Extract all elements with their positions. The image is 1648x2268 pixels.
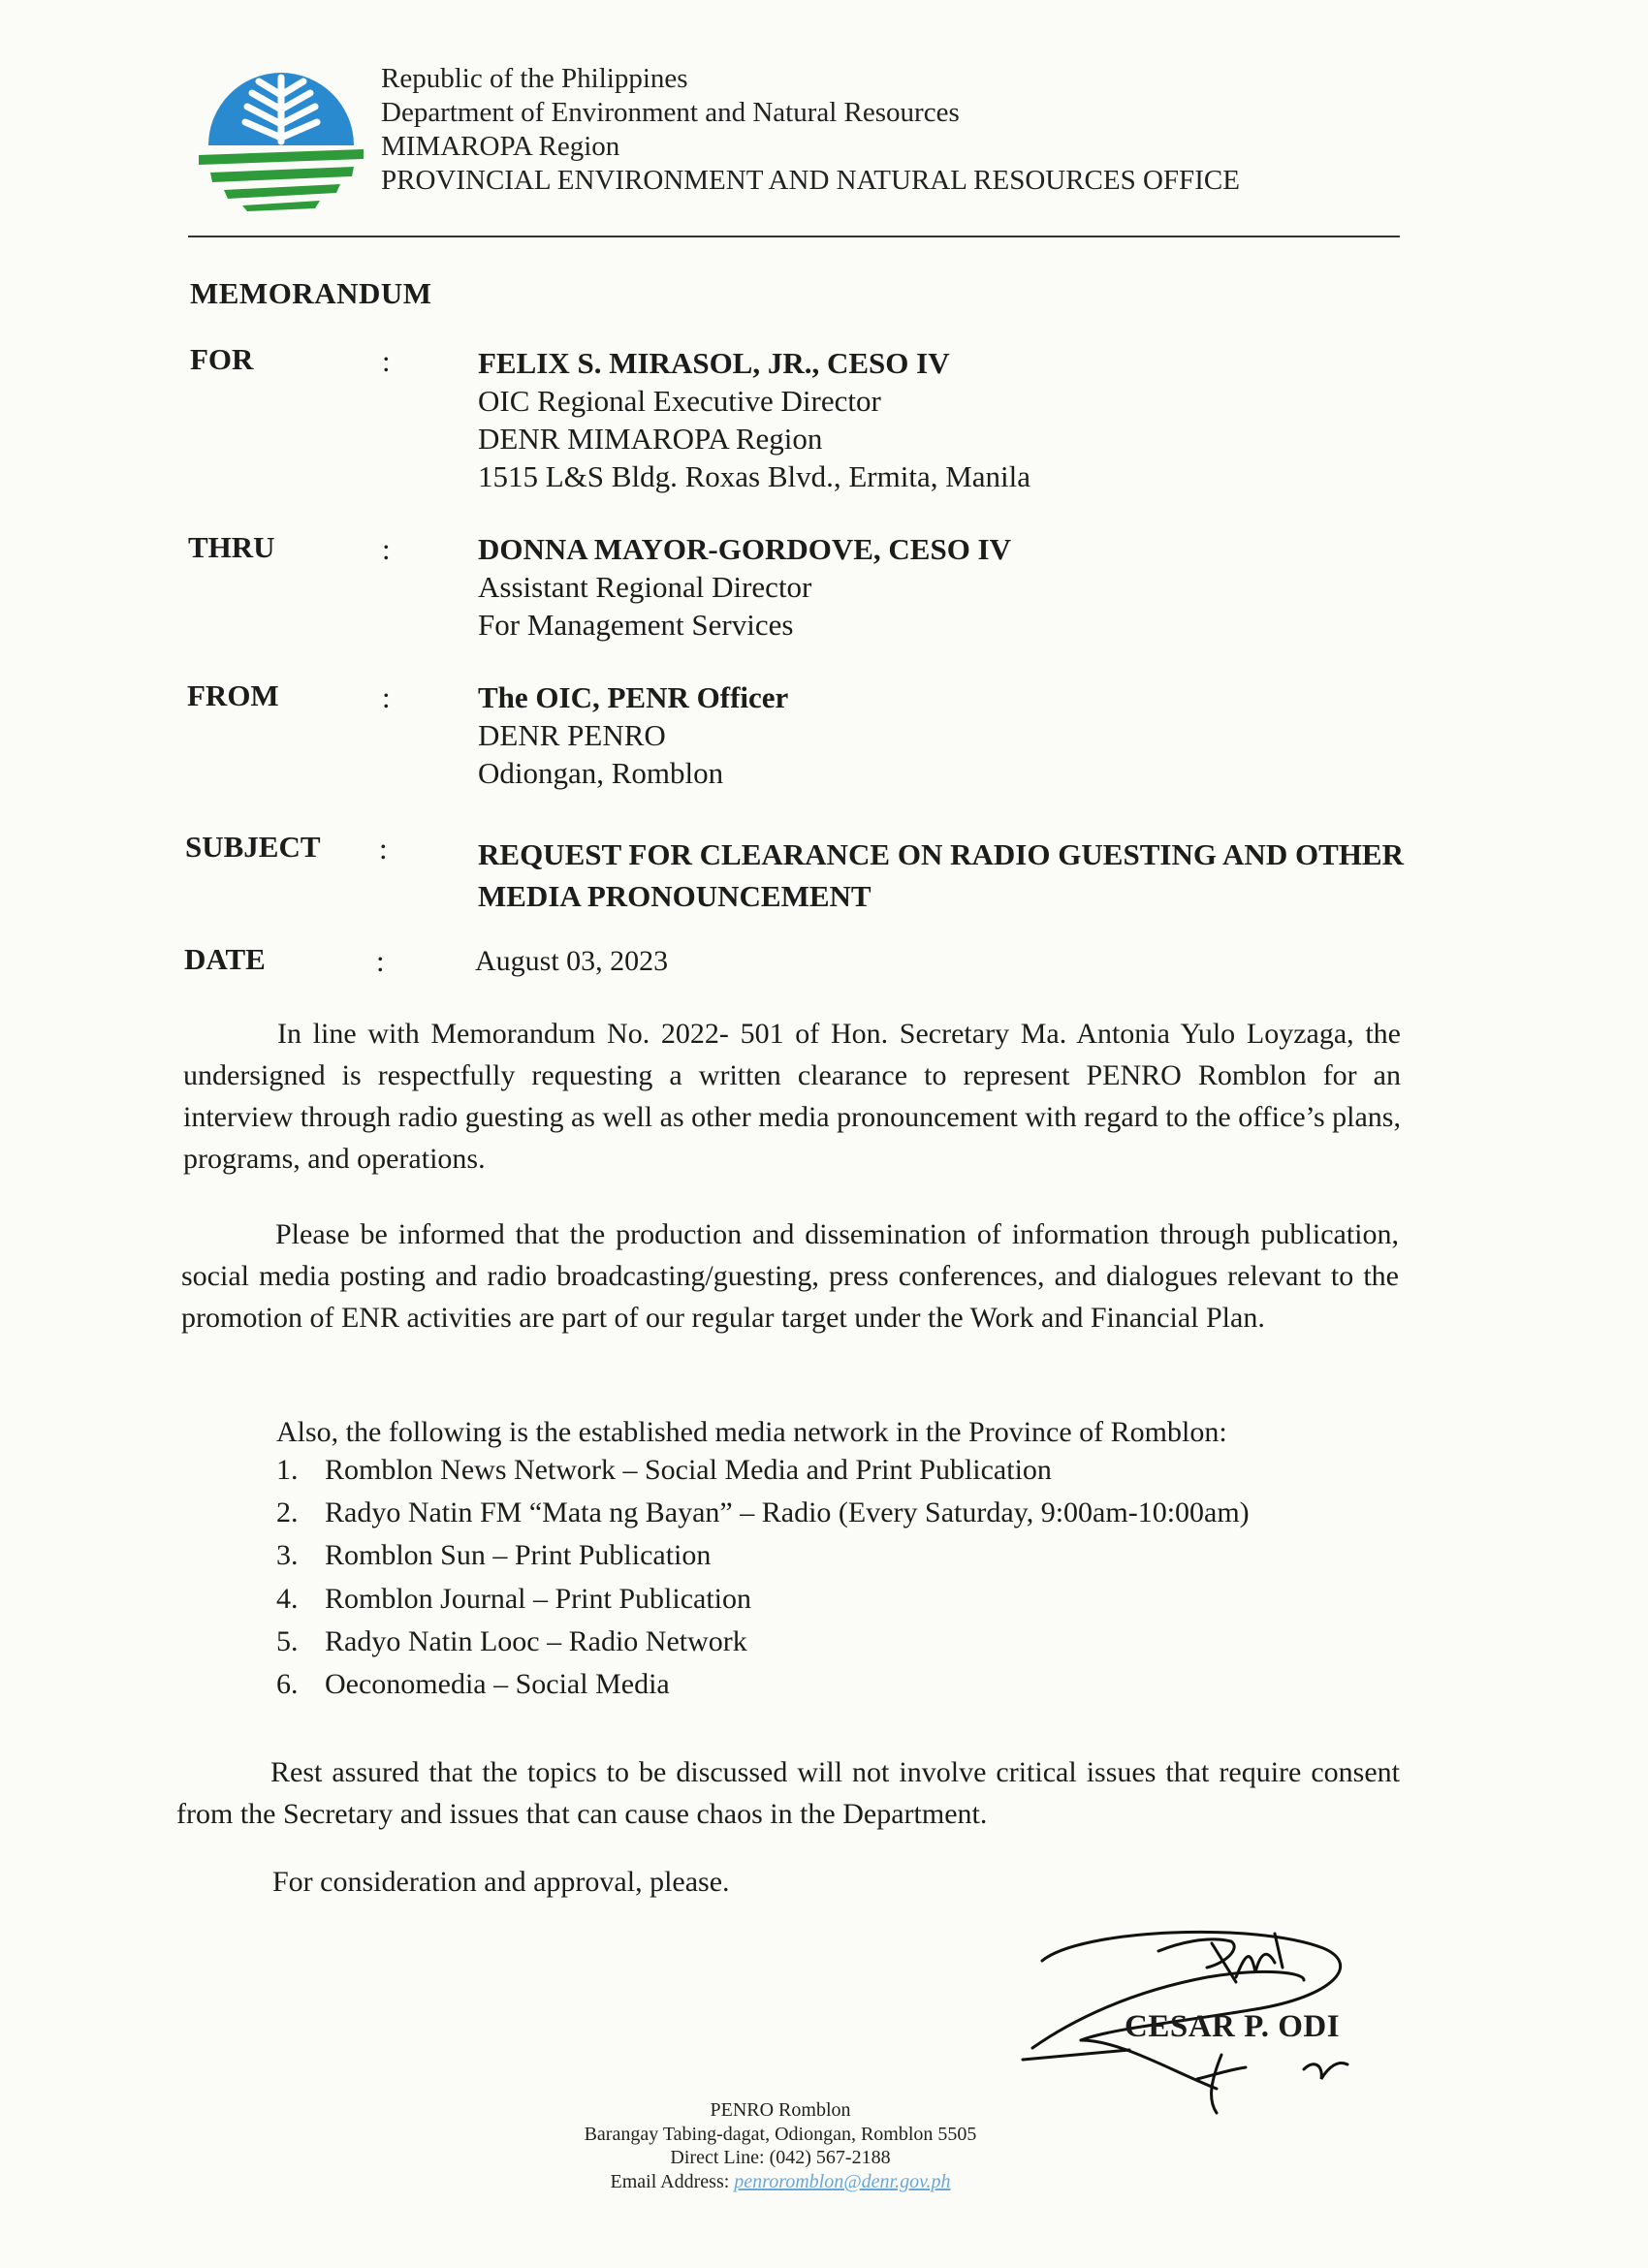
memo-title: MEMORANDUM <box>190 276 432 310</box>
list-item: 1. Romblon News Network – Social Media and Print Publication <box>276 1454 1052 1486</box>
list-item: 4. Romblon Journal – Print Publication <box>276 1582 751 1615</box>
header-divider <box>188 236 1400 237</box>
for-block <box>478 344 1030 495</box>
list-item: 2. Radyo Natin FM “Mata ng Bayan” – Radio (Every Saturday, 9:00am-10:00am) <box>276 1496 1250 1529</box>
footer-address: Barangay Tabing-dagat, Odiongan, Romblon 5505 <box>584 2123 977 2145</box>
letterhead-line-republic: Republic of the Philippines <box>381 63 688 94</box>
from-office: DENR PENRO <box>478 718 666 752</box>
from-name: The OIC, PENR Officer <box>478 680 789 714</box>
for-name: FELIX S. MIRASOL, JR., CESO IV <box>478 346 950 380</box>
signatory-name: CESAR P. ODI <box>1125 2009 1341 2044</box>
letterhead <box>381 62 1240 198</box>
subject-colon: : <box>379 832 388 866</box>
letterhead-line-office: PROVINCIAL ENVIRONMENT AND NATURAL RESOURCES OFFICE <box>381 165 1240 196</box>
footer-phone: Direct Line: (042) 567-2188 <box>670 2147 891 2168</box>
for-position: OIC Regional Executive Director <box>478 384 881 418</box>
paragraph-5: For consideration and approval, please. <box>272 1866 730 1898</box>
subject-label: SUBJECT <box>185 830 321 864</box>
denr-logo-icon <box>199 56 364 211</box>
media-network-list <box>276 1449 1250 1706</box>
paragraph-1 <box>183 1013 1401 1180</box>
for-colon: : <box>382 344 391 378</box>
subject-text: REQUEST FOR CLEARANCE ON RADIO GUESTING AND OTHER MEDIA PRONOUNCEMENT <box>478 837 1404 913</box>
paragraph-4 <box>176 1751 1400 1835</box>
paragraph-3: Also, the following is the established media network in the Province of Romblon: <box>276 1416 1227 1448</box>
list-item: 3. Romblon Sun – Print Publication <box>276 1539 712 1572</box>
list-item: 6. Oeconomedia – Social Media <box>276 1668 670 1701</box>
paragraph-1-text: In line with Memorandum No. 2022- 501 of Hon. Secretary Ma. Antonia Yulo Loyzaga, the undersigned is respectfully requesting a written clearance to represent PENRO Romblon for an interview through radio guesting as well as other media pronouncement with regard to the office’s plans, programs, and operations. <box>183 1018 1401 1175</box>
date-value: August 03, 2023 <box>475 945 669 977</box>
paragraph-2 <box>181 1213 1399 1339</box>
thru-colon: : <box>382 532 391 566</box>
from-location: Odiongan, Romblon <box>478 756 724 790</box>
letterhead-line-department: Department of Environment and Natural Resources <box>381 97 960 128</box>
thru-name: DONNA MAYOR-GORDOVE, CESO IV <box>478 532 1012 566</box>
date-colon: : <box>376 944 385 978</box>
paragraph-4-text: Rest assured that the topics to be discussed will not involve critical issues that require consent from the Secretary and issues that can cause chaos in the Department. <box>176 1756 1400 1830</box>
email-link[interactable]: penroromblon@denr.gov.ph <box>734 2170 951 2192</box>
list-item: 5. Radyo Natin Looc – Radio Network <box>276 1624 747 1657</box>
thru-office: For Management Services <box>478 608 794 642</box>
thru-label: THRU <box>188 530 275 564</box>
footer-email: Email Address: penroromblon@denr.gov.ph <box>610 2170 951 2192</box>
letterhead-line-region: MIMAROPA Region <box>381 131 620 162</box>
for-address: 1515 L&S Bldg. Roxas Blvd., Ermita, Manila <box>478 459 1031 493</box>
from-label: FROM <box>187 678 279 712</box>
paragraph-2-text: Please be informed that the production and dissemination of information through publication, social media posting and radio broadcasting/guesting, press conferences, and dialogues relevant to the promotion of ENR activities are part of our regular target under the Work and Financial Plan. <box>181 1218 1399 1334</box>
footer-office: PENRO Romblon <box>710 2099 851 2121</box>
thru-block <box>478 530 1011 644</box>
date-label: DATE <box>184 942 266 976</box>
thru-position: Assistant Regional Director <box>478 570 812 604</box>
from-block <box>478 678 788 792</box>
for-office: DENR MIMAROPA Region <box>478 422 823 456</box>
for-label: FOR <box>190 342 254 376</box>
from-colon: : <box>382 680 391 714</box>
footer <box>523 2098 1037 2193</box>
